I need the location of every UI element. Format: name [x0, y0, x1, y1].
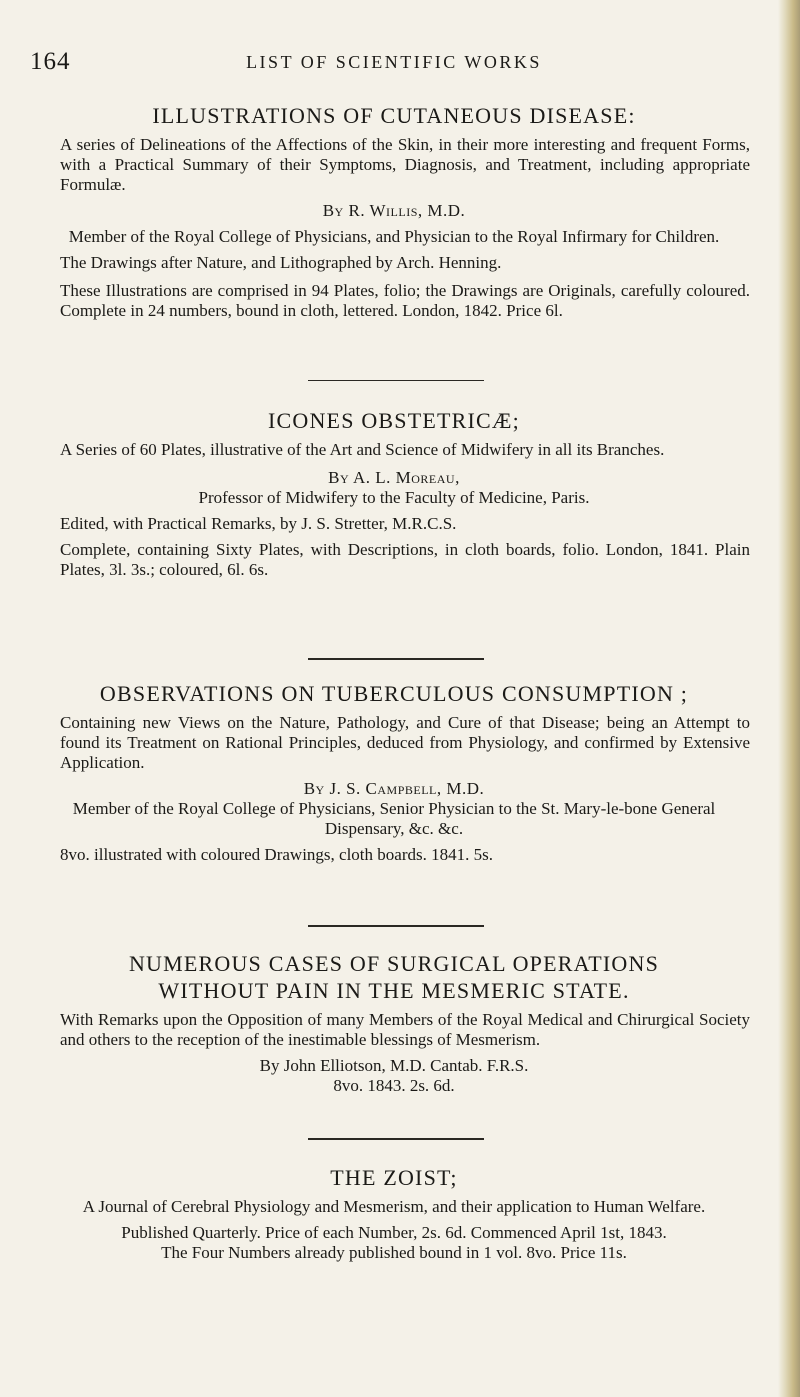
- running-head: LIST OF SCIENTIFIC WORKS: [246, 52, 542, 72]
- entry-the-zoist: [24, 1164, 764, 1263]
- entry-author-note: Member of the Royal College of Physicians, Senior Physician to the St. Mary-le-bone General Dispensary, &c. &c.: [72, 799, 716, 838]
- entry-details: 8vo. 1843. 2s. 6d.: [333, 1076, 455, 1095]
- entry-description: A Journal of Cerebral Physiology and Mesmerism, and their application to Human Welfare.: [82, 1197, 706, 1216]
- entry-tuberculous-consumption: [24, 680, 764, 865]
- entry-extra-note: The Drawings after Nature, and Lithographed by Arch. Henning.: [60, 253, 502, 272]
- entry-author: By R. Willis, M.D.: [322, 201, 466, 220]
- entry-details: The Four Numbers already published bound in 1 vol. 8vo. Price 11s.: [161, 1243, 627, 1262]
- entry-details: 8vo. illustrated with coloured Drawings, cloth boards. 1841. 5s.: [60, 845, 493, 864]
- section-divider: [308, 925, 484, 927]
- entry-title-line-2: WITHOUT PAIN IN THE MESMERIC STATE.: [158, 978, 630, 1003]
- section-divider: [308, 1138, 484, 1140]
- entry-cutaneous-disease: [24, 102, 764, 321]
- entry-publication-note: Published Quarterly. Price of each Number, 2s. 6d. Commenced April 1st, 1843.: [121, 1223, 667, 1242]
- entry-description: Containing new Views on the Nature, Pathology, and Cure of that Disease; being an Attempt to found its Treatment on Rational Principles, deduced from Physiology, and confirmed by Extensive Application.: [60, 713, 750, 772]
- page-header: [24, 48, 764, 78]
- entry-title: THE ZOIST;: [330, 1165, 458, 1190]
- entry-author-note: Professor of Midwifery to the Faculty of Medicine, Paris.: [198, 488, 590, 507]
- entry-title: ICONES OBSTETRICÆ;: [267, 408, 520, 433]
- entry-author: By A. L. Moreau,: [328, 468, 460, 487]
- entry-description: A Series of 60 Plates, illustrative of the Art and Science of Midwifery in all its Branches.: [60, 440, 665, 459]
- entry-title: ILLUSTRATIONS OF CUTANEOUS DISEASE:: [152, 103, 636, 128]
- section-divider: [308, 658, 484, 660]
- entry-icones-obstetricae: [24, 407, 764, 580]
- entry-title: OBSERVATIONS ON TUBERCULOUS CONSUMPTION ;: [99, 681, 689, 706]
- entry-description: With Remarks upon the Opposition of many Members of the Royal Medical and Chirurgical Society and others to the reception of the inestimable blessings of Mesmerism.: [60, 1010, 750, 1049]
- entry-author-note: Member of the Royal College of Physicians, and Physician to the Royal Infirmary for Children.: [68, 227, 720, 246]
- entry-author: By John Elliotson, M.D. Cantab. F.R.S.: [259, 1056, 529, 1075]
- entry-author: By J. S. Campbell, M.D.: [303, 779, 485, 798]
- entry-description: A series of Delineations of the Affections of the Skin, in their more interesting and frequent Forms, with a Practical Summary of their Symptoms, Diagnosis, and Treatment, including appropriate Formulæ.: [60, 135, 750, 194]
- entry-title-line-1: NUMEROUS CASES OF SURGICAL OPERATIONS: [128, 951, 660, 976]
- section-divider: [308, 380, 484, 381]
- entry-details: These Illustrations are comprised in 94 Plates, folio; the Drawings are Originals, carefully coloured. Complete in 24 numbers, bound in cloth, lettered. London, 1842. Price 6l.: [60, 281, 750, 320]
- page-edge-shadow: [778, 0, 800, 1397]
- entry-mesmeric-operations: [24, 950, 764, 1096]
- entry-details: Complete, containing Sixty Plates, with Descriptions, in cloth boards, folio. London, 1841. Plain Plates, 3l. 3s.; coloured, 6l. 6s.: [60, 540, 750, 579]
- entry-extra-note: Edited, with Practical Remarks, by J. S. Stretter, M.R.C.S.: [60, 514, 457, 533]
- page-number: 164: [30, 48, 71, 75]
